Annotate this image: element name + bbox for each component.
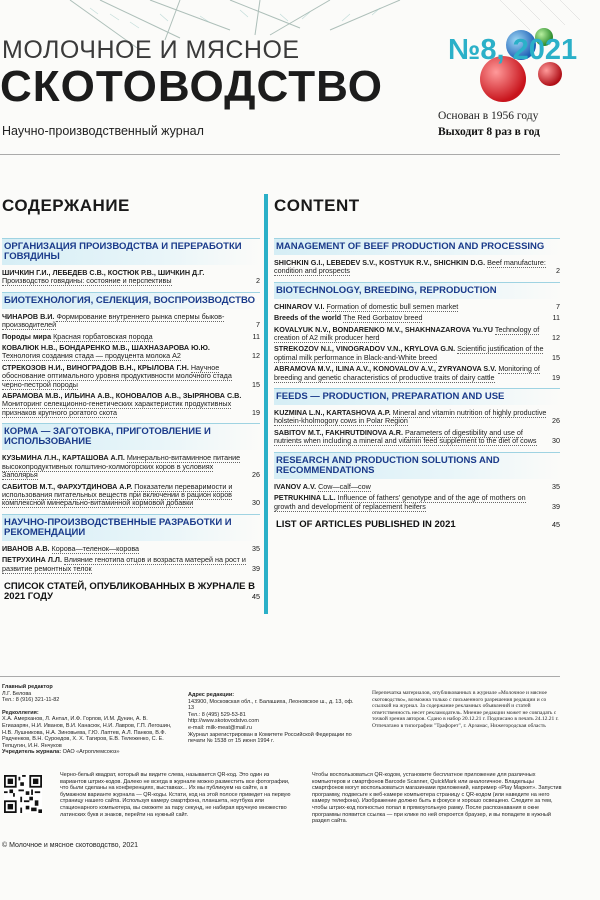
section-title: RESEARCH AND PRODUCTION SOLUTIONS AND RECOMMENDATIONS xyxy=(276,454,500,476)
entry-authors: KUZMINA L.N., KARTASHOVA A.P. xyxy=(274,408,391,418)
section-heading xyxy=(2,292,260,309)
column-divider xyxy=(264,194,268,614)
section-heading xyxy=(274,282,560,299)
section-title: LIST OF ARTICLES PUBLISHED IN 2021 xyxy=(276,518,456,530)
page-number: 19 xyxy=(552,372,560,382)
section-title: ОРГАНИЗАЦИЯ ПРОИЗВОДСТВА И ПЕРЕРАБОТКИ ГОВЯДИНЫ xyxy=(4,241,242,262)
section-heading xyxy=(2,579,260,605)
entry-authors: ABRAMOVA M.V., ILINA A.V., KONOVALOV A.V., ZYRYANOVA S.V. xyxy=(274,364,497,374)
editor-name: Л.Г. Белова xyxy=(2,690,32,697)
section-title: BIOTECHNOLOGY, BREEDING, REPRODUCTION xyxy=(276,284,497,296)
page-number: 15 xyxy=(552,352,560,362)
toc-entry[interactable] xyxy=(274,259,560,276)
entry-authors: Breeds of the world xyxy=(274,313,342,323)
entry-authors: КОВАЛЮК Н.В., БОНДАРЕНКО М.В., ШАХНАЗАРОВА Ю.Ю. xyxy=(2,343,210,353)
editor-phone: Тел.: 8 (916) 321-11-82 xyxy=(2,697,60,704)
founder-name: ОАО «Агроплемсоюз» xyxy=(62,749,120,756)
entry-authors: SHICHKIN G.I., LEBEDEV S.V., KOSTYUK R.V., SHICHKIN D.G. xyxy=(274,258,486,267)
contents-heading-ru: СОДЕРЖАНИЕ xyxy=(2,196,130,215)
entry-title: Показатели переваримости и использования питательных веществ при включении в рацион коров комплексной минерально-витаминной кормовой добавки xyxy=(2,481,233,508)
issue-number: №8, 2021 xyxy=(448,34,578,66)
entry-title: Beef manufacture: condition and prospects xyxy=(274,258,546,276)
copyright: © Молочное и мясное скотоводство, 2021 xyxy=(2,842,139,849)
section-heading xyxy=(274,388,560,405)
founded-year: Основан в 1956 году xyxy=(438,110,539,122)
entry-title: Влияние генотипа отцов и возраста матерей на рост и развитие ремонтных телок xyxy=(2,555,246,573)
entry-authors: IVANOV A.V. xyxy=(274,481,317,491)
entry-authors: STREKOZOV N.I., VINOGRADOV V.N., KRYLOVA G.N. xyxy=(274,344,456,354)
page-number: 11 xyxy=(552,313,560,323)
toc-entry[interactable] xyxy=(2,483,260,508)
entry-authors: ИВАНОВ А.В. xyxy=(2,543,50,553)
page-number: 30 xyxy=(552,436,560,446)
page-number: 39 xyxy=(552,501,560,511)
qr-explanation-left: Черно-белый квадрат, который вы видите слева, называется QR-код. Это один из вариантов штрих-кодов. Далеко не всегда в журнале можно разместить все фотографии, что были сделаны на конференциях, выставках... Их мы публикуем на сайте, а в бумажном варианте журнала — QR-коды. Кстати, код на этой полосе приведет на первую страницу нашего сайта. Используя камеру смартфона, планшета, ноутбука или стационарного компьютера, вы сможете за пару секунд, не набирая вручную множество латинских букв и знаков, перейти на нужный сайт. xyxy=(60,772,291,818)
contents-ru xyxy=(2,196,260,609)
entry-title: Минерально-витаминное питание высокопродуктивных голштино-холмогорских коров в условиях Заполярья xyxy=(2,453,241,480)
entry-title: Формирование внутреннего рынка спермы быков-производителей xyxy=(2,311,225,330)
entry-title: The Red Gorbatov breed xyxy=(342,313,423,323)
registration-text: Журнал зарегистрирован в Комитете Российской Федерации по печати № 1538 от 15 июня 1994 г. xyxy=(188,731,352,745)
page-number: 12 xyxy=(552,333,560,343)
entry-authors: ЧИНАРОВ В.И. xyxy=(2,311,55,321)
entry-title: Мониторинг селекционно-генетических характеристик продуктивных признаков крупного рогатого скота xyxy=(2,399,232,417)
address-label: Адрес редакции: xyxy=(188,692,235,698)
toc-entry[interactable] xyxy=(274,345,560,362)
entry-title: Научное обоснование оптимального уровня продуктивности молочного стада черно-пестрой породы xyxy=(2,362,232,389)
header-divider xyxy=(0,154,560,155)
masthead-title: СКОТОВОДСТВО xyxy=(0,62,383,111)
section-heading xyxy=(2,238,260,265)
site-link[interactable]: http://www.skotovodstvo.com xyxy=(188,718,259,725)
toc-entry[interactable] xyxy=(2,392,260,417)
page-number: 30 xyxy=(252,498,260,508)
entry-authors: САБИТОВ М.Т., ФАРХУТДИНОВА А.Р. xyxy=(2,481,133,491)
entry-authors: KOVALYUK N.V., BONDARENKO M.V., SHAKHNAZAROVA Yu.YU xyxy=(274,324,493,334)
editorial-address xyxy=(188,692,358,745)
entry-title: Formation of domestic bull semen market xyxy=(326,301,459,311)
entry-title: Parameters of digestibility and use of nutrients when including a mineral and vitamin feed supplement to the diet of cows xyxy=(274,427,537,446)
entry-title: Scientific justification of the optimal milk performance in Black-and-White breed xyxy=(274,344,544,362)
page-number: 2 xyxy=(256,276,260,286)
masthead-line1: МОЛОЧНОЕ И МЯСНОЕ xyxy=(2,36,300,64)
section-title: FEEDS — PRODUCTION, PREPARATION AND USE xyxy=(276,391,505,403)
entry-title: Technology of creation of A2 milk producer herd xyxy=(274,324,540,343)
entry-title: Технология создания стада — продуцента молока A2 xyxy=(2,351,181,361)
contents-heading-en: CONTENT xyxy=(274,196,360,215)
footer-divider xyxy=(0,676,560,677)
entry-authors: CHINAROV V.I. xyxy=(274,301,325,311)
address-tel: Тел.: 8 (495) 529-53-81 xyxy=(188,711,246,718)
contents-en xyxy=(274,196,560,537)
page-number: 26 xyxy=(252,470,260,480)
editorial-info xyxy=(2,684,172,756)
entry-title: Красная горбатовская порода xyxy=(53,331,153,341)
page-number: 19 xyxy=(252,407,260,417)
page-number: 7 xyxy=(256,320,260,330)
founder-label: Учредитель журнала: xyxy=(2,749,62,756)
page-number: 12 xyxy=(252,351,260,361)
entry-authors: PETRUKHINA L.L. xyxy=(274,493,336,503)
entry-authors: АБРАМОВА М.В., ИЛЬИНА А.В., КОНОВАЛОВ А.В., ЗЫРЯНОВА С.В. xyxy=(2,391,242,401)
toc-entry[interactable] xyxy=(274,494,560,511)
entry-authors: ШИЧКИН Г.И., ЛЕБЕДЕВ С.В., КОСТЮК Р.В., ШИЧКИН Д.Г. xyxy=(2,268,205,277)
toc-entry[interactable] xyxy=(274,326,560,343)
qr-code-icon[interactable] xyxy=(4,775,42,813)
entry-title: Корова—теленок—корова xyxy=(51,543,140,553)
page-number: 45 xyxy=(552,519,560,529)
page-number: 2 xyxy=(556,266,560,276)
board-label: Редколлегия: xyxy=(2,709,39,716)
entry-authors: КУЗЬМИНА Л.Н., КАРТАШОВА А.П. xyxy=(2,453,125,463)
section-heading xyxy=(274,517,560,533)
publication-frequency: Выходит 8 раз в год xyxy=(438,126,540,138)
page-number: 7 xyxy=(556,301,560,311)
section-title: БИОТЕХНОЛОГИЯ, СЕЛЕКЦИЯ, ВОСПРОИЗВОДСТВО xyxy=(4,294,255,306)
toc-entry[interactable] xyxy=(2,313,260,330)
toc-entry[interactable] xyxy=(274,303,560,311)
board-members: Х.А. Амерханов, Л. Антал, И.Ф. Горлов, И.М. Дунин, А. В. Егиазарян, Н.И. Иванов, В.И. Канасюк, Н.И. Лавров, Г.П. Легошин, Н.В. Лушникова, Н.А. Зиновьева, Г.Ю. Лаптев, А.Л. Панков, В.Ф. Радченков, В.Н. Суроедов, Х. Х. Тагиров, Е.В. Тележенко, С. Е. Тепцугин, И.Н. Янчуков xyxy=(2,716,172,749)
toc-entry[interactable] xyxy=(274,314,560,322)
masthead-subtitle: Научно-производственный журнал xyxy=(2,124,204,138)
page-number: 26 xyxy=(552,416,560,426)
page-number: 45 xyxy=(252,591,260,601)
page-number: 35 xyxy=(252,543,260,553)
page-number: 11 xyxy=(252,331,260,341)
toc-entry[interactable] xyxy=(2,344,260,361)
section-heading xyxy=(274,452,560,479)
entry-title: Mineral and vitamin nutrition of highly productive holstein-kholmogory cows in Polar Region xyxy=(274,408,547,426)
entry-title: Influence of fathers' genotype and of the age of mothers on growth and development of replacement heifers xyxy=(274,493,526,511)
editor-label: Главный редактор xyxy=(2,684,53,690)
toc-entry[interactable] xyxy=(2,269,260,286)
toc-entry[interactable] xyxy=(2,454,260,479)
qr-explanation-right: Чтобы воспользоваться QR-кодом, установите бесплатное приложение для различных компьютеров и смартфонов Barcode Scanner, QuickMark или аналогичное. Владельцы смартфонов могут воспользоваться магазинами приложений, например «Play Маркет». Запустив программу, подвесьте к веб-камере компьютера страницу с QR-кодом (или наведите на него камеру телефона). Изображение должно быть в фокусе и хорошо освещено. Следите за тем, чтобы штрих-код полностью попал в прямоугольную рамку. После распознавания в окне программы появится ссылка — при клике по ней откроется браузер, и вы попадете в нужный раздел сайта. xyxy=(312,772,562,825)
entry-title: Cow—calf—cow xyxy=(318,481,371,491)
toc-entry[interactable] xyxy=(274,483,560,491)
section-heading xyxy=(274,238,560,255)
entry-authors: ПЕТРУХИНА Л.Л. xyxy=(2,555,62,565)
page-number: 39 xyxy=(252,563,260,573)
section-title: КОРМА — ЗАГОТОВКА, ПРИГОТОВЛЕНИЕ И ИСПОЛЬЗОВАНИЕ xyxy=(4,426,211,448)
section-title: СПИСОК СТАТЕЙ, ОПУБЛИКОВАННЫХ В ЖУРНАЛЕ В 2021 ГОДУ xyxy=(4,580,255,602)
toc-entry[interactable] xyxy=(2,545,260,553)
reprint-notice: Перепечатка материалов, опубликованных в журнале «Молочное и мясное скотоводство», возможна только с письменного разрешения редакции и со ссылкой на журнал. За содержание рекламных объявлений и статей ответственность несет рекламодатель. Мнение редакции может не совпадать с точкой зрения авторов. Сдано в набор 20.12.21 г. Подписано в печать 24.12.21 г. Отпечатано в типографии "Трафорет", г. Арзамас, Нижегородская область xyxy=(372,690,559,729)
entry-authors: SABITOV M.T., FAKHRUTDINOVA A.R. xyxy=(274,427,403,437)
entry-authors: СТРЕКОЗОВ Н.И., ВИНОГРАДОВ В.Н., КРЫЛОВА Г.Н. xyxy=(2,362,189,372)
section-heading xyxy=(2,514,260,541)
entry-title: Monitoring of breeding and genetic characteristics of productive traits of dairy cattle xyxy=(274,364,540,382)
toc-entry[interactable] xyxy=(2,333,260,341)
address-text: 143900, Московская обл., г. Балашиха, Леоновское ш., д. 13, оф. 13 xyxy=(188,698,354,712)
toc-entry[interactable] xyxy=(274,409,560,426)
email-link[interactable]: e-mail: milk-meat@mail.ru xyxy=(188,724,252,731)
section-heading xyxy=(2,423,260,450)
toc-entry[interactable] xyxy=(274,365,560,382)
entry-authors: Породы мира xyxy=(2,331,52,341)
toc-entry[interactable] xyxy=(274,429,560,446)
toc-entry[interactable] xyxy=(2,364,260,389)
page-number: 35 xyxy=(552,481,560,491)
entry-title: Производство говядины: состояние и перспективы xyxy=(2,276,172,286)
section-title: MANAGEMENT OF BEEF PRODUCTION AND PROCESSING xyxy=(276,241,545,252)
page-number: 15 xyxy=(252,379,260,389)
toc-entry[interactable] xyxy=(2,556,260,573)
section-title: НАУЧНО-ПРОИЗВОДСТВЕННЫЕ РАЗРАБОТКИ И РЕКОМЕНДАЦИИ xyxy=(4,516,232,538)
